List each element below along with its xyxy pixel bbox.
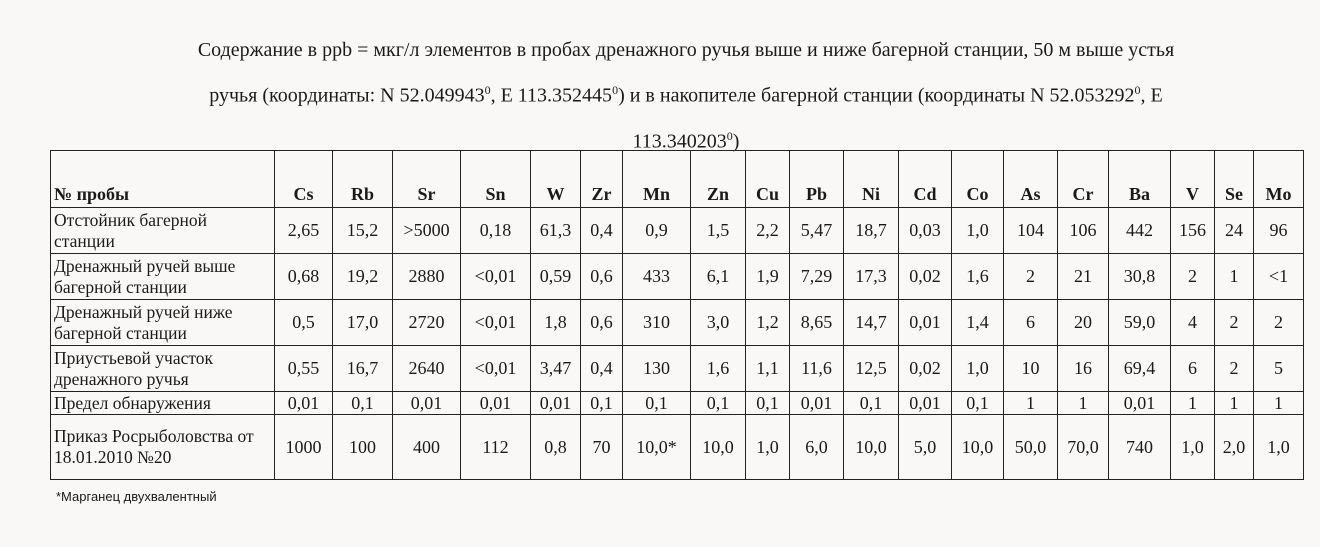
table-row [51, 415, 1304, 480]
header-element: Sr [393, 151, 461, 208]
table-cell: 10 [1004, 346, 1058, 392]
header-sample-number: № пробы [51, 151, 275, 208]
table-cell: 1 [1058, 392, 1109, 415]
table-cell: 6,1 [691, 254, 746, 300]
table-cell: 7,29 [790, 254, 844, 300]
table-cell: 0,1 [623, 392, 691, 415]
header-element: Rb [333, 151, 393, 208]
table-cell: 442 [1109, 208, 1171, 254]
table-cell: 0,55 [275, 346, 333, 392]
table-cell: 1,8 [531, 300, 581, 346]
table-cell: 0,01 [899, 392, 952, 415]
table-cell: 59,0 [1109, 300, 1171, 346]
table-cell: 3,0 [691, 300, 746, 346]
table-cell: 0,8 [531, 415, 581, 480]
table-cell: 0,1 [952, 392, 1004, 415]
table-cell: 1 [1254, 392, 1304, 415]
table-cell: <1 [1254, 254, 1304, 300]
table-cell: 2640 [393, 346, 461, 392]
table-cell: 21 [1058, 254, 1109, 300]
table-cell: 2 [1215, 300, 1254, 346]
table-cell: 1 [1215, 392, 1254, 415]
header-element: V [1171, 151, 1215, 208]
header-element: Se [1215, 151, 1254, 208]
header-element: Pb [790, 151, 844, 208]
table-cell: 10,0 [952, 415, 1004, 480]
table-cell: 16,7 [333, 346, 393, 392]
table-cell: 1,9 [746, 254, 790, 300]
table-cell: 0,01 [275, 392, 333, 415]
table-cell: 0,6 [581, 254, 623, 300]
table-cell: 3,47 [531, 346, 581, 392]
table-cell: 1,2 [746, 300, 790, 346]
elements-table [50, 150, 1304, 480]
header-element: Cu [746, 151, 790, 208]
header-element: Zn [691, 151, 746, 208]
table-cell: 104 [1004, 208, 1058, 254]
table-cell: 130 [623, 346, 691, 392]
row-label: Предел обнаружения [51, 392, 275, 415]
table-cell: 2 [1171, 254, 1215, 300]
table-cell: 112 [461, 415, 531, 480]
table-cell: 15,2 [333, 208, 393, 254]
header-element: Sn [461, 151, 531, 208]
table-cell: 18,7 [844, 208, 899, 254]
table-cell: 10,0* [623, 415, 691, 480]
table-row [51, 254, 1304, 300]
header-element: Ni [844, 151, 899, 208]
table-cell: <0,01 [461, 300, 531, 346]
table-cell: 24 [1215, 208, 1254, 254]
table-cell: 5,0 [899, 415, 952, 480]
table-cell: 1,1 [746, 346, 790, 392]
table-cell: 6,0 [790, 415, 844, 480]
title-line-2: ручья (координаты: N 52.049943$^0$, E 113.352445$^0$) и в накопителе багерной станции (координаты N 52.053292$^0$, E [209, 83, 1163, 107]
table-cell: 1,0 [1254, 415, 1304, 480]
table-cell: 70 [581, 415, 623, 480]
table-cell: 2,2 [746, 208, 790, 254]
table-cell: 11,6 [790, 346, 844, 392]
table-cell: 0,4 [581, 346, 623, 392]
table-cell: 4 [1171, 300, 1215, 346]
header-element: Mo [1254, 151, 1304, 208]
row-label: Приказ Росрыболовства от 18.01.2010 №20 [51, 415, 275, 480]
header-row [51, 151, 1304, 208]
table-cell: 156 [1171, 208, 1215, 254]
table-cell: 1,0 [746, 415, 790, 480]
table-cell: 0,02 [899, 346, 952, 392]
table-cell: 0,03 [899, 208, 952, 254]
table-cell: 0,01 [461, 392, 531, 415]
table-cell: 1,0 [1171, 415, 1215, 480]
table-body [51, 208, 1304, 480]
header-element: Zr [581, 151, 623, 208]
row-label: Дренажный ручей выше багерной станции [51, 254, 275, 300]
table-cell: 2,65 [275, 208, 333, 254]
table-cell: 2 [1215, 346, 1254, 392]
header-element: As [1004, 151, 1058, 208]
table-cell: 6 [1171, 346, 1215, 392]
table-cell: 2,0 [1215, 415, 1254, 480]
table-cell: 20 [1058, 300, 1109, 346]
table-cell: 0,6 [581, 300, 623, 346]
table-cell: 310 [623, 300, 691, 346]
table-cell: 6 [1004, 300, 1058, 346]
table-cell: 0,1 [333, 392, 393, 415]
header-element: Co [952, 151, 1004, 208]
header-element: W [531, 151, 581, 208]
table-cell: 1,5 [691, 208, 746, 254]
table-cell: 30,8 [1109, 254, 1171, 300]
table-cell: 1 [1171, 392, 1215, 415]
header-element: Mn [623, 151, 691, 208]
table-cell: 0,1 [746, 392, 790, 415]
table-cell: 61,3 [531, 208, 581, 254]
table-row [51, 392, 1304, 415]
title-line-1: Содержание в ppb = мкг/л элементов в пробах дренажного ручья выше и ниже багерной станции, 50 м выше устья [197, 39, 1175, 61]
header-element: Cs [275, 151, 333, 208]
title-line-3: 113.340203$^0$) [632, 128, 740, 153]
table-cell: 0,01 [1109, 392, 1171, 415]
table-cell: 17,3 [844, 254, 899, 300]
table-cell: 0,01 [899, 300, 952, 346]
table-cell: 1,6 [691, 346, 746, 392]
table-cell: 0,1 [691, 392, 746, 415]
table-cell: 8,65 [790, 300, 844, 346]
table-cell: 12,5 [844, 346, 899, 392]
header-element: Ba [1109, 151, 1171, 208]
table-cell: 1 [1215, 254, 1254, 300]
footnote: *Марганец двухвалентный [56, 489, 217, 504]
header-element: Cr [1058, 151, 1109, 208]
table-cell: 17,0 [333, 300, 393, 346]
table-cell: 14,7 [844, 300, 899, 346]
table-cell: 0,68 [275, 254, 333, 300]
table-cell: 0,01 [531, 392, 581, 415]
table-cell: 1,4 [952, 300, 1004, 346]
table-cell: 10,0 [691, 415, 746, 480]
table-cell: <0,01 [461, 254, 531, 300]
table-cell: 1000 [275, 415, 333, 480]
row-label: Приустьевой участок дренажного ручья [51, 346, 275, 392]
table-cell: 0,5 [275, 300, 333, 346]
table-cell: <0,01 [461, 346, 531, 392]
table-cell: 16 [1058, 346, 1109, 392]
table-cell: 5,47 [790, 208, 844, 254]
row-label: Дренажный ручей ниже багерной станции [51, 300, 275, 346]
table-cell: 1 [1004, 392, 1058, 415]
table-cell: 2720 [393, 300, 461, 346]
table-cell: 2880 [393, 254, 461, 300]
table-cell: 69,4 [1109, 346, 1171, 392]
table-cell: 70,0 [1058, 415, 1109, 480]
table-cell: 0,18 [461, 208, 531, 254]
table-cell: 50,0 [1004, 415, 1058, 480]
table-cell: 0,02 [899, 254, 952, 300]
table-cell: 10,0 [844, 415, 899, 480]
table-cell: 106 [1058, 208, 1109, 254]
table-cell: 0,01 [790, 392, 844, 415]
table-cell: 0,01 [393, 392, 461, 415]
table-cell: 433 [623, 254, 691, 300]
table-cell: 0,1 [844, 392, 899, 415]
document-title [96, 30, 1276, 161]
table-cell: 0,4 [581, 208, 623, 254]
table-cell: 400 [393, 415, 461, 480]
table-cell: 0,1 [581, 392, 623, 415]
header-element: Cd [899, 151, 952, 208]
table-cell: 100 [333, 415, 393, 480]
table-cell: 1,0 [952, 208, 1004, 254]
table-cell: 0,59 [531, 254, 581, 300]
table-row [51, 346, 1304, 392]
table-row [51, 300, 1304, 346]
table-cell: 1,6 [952, 254, 1004, 300]
table-cell: 1,0 [952, 346, 1004, 392]
table-cell: 740 [1109, 415, 1171, 480]
row-label: Отстойник багерной станции [51, 208, 275, 254]
table-cell: 96 [1254, 208, 1304, 254]
table-cell: >5000 [393, 208, 461, 254]
table-cell: 2 [1004, 254, 1058, 300]
table-cell: 2 [1254, 300, 1304, 346]
table-cell: 19,2 [333, 254, 393, 300]
table-cell: 5 [1254, 346, 1304, 392]
table-cell: 0,9 [623, 208, 691, 254]
table-row [51, 208, 1304, 254]
